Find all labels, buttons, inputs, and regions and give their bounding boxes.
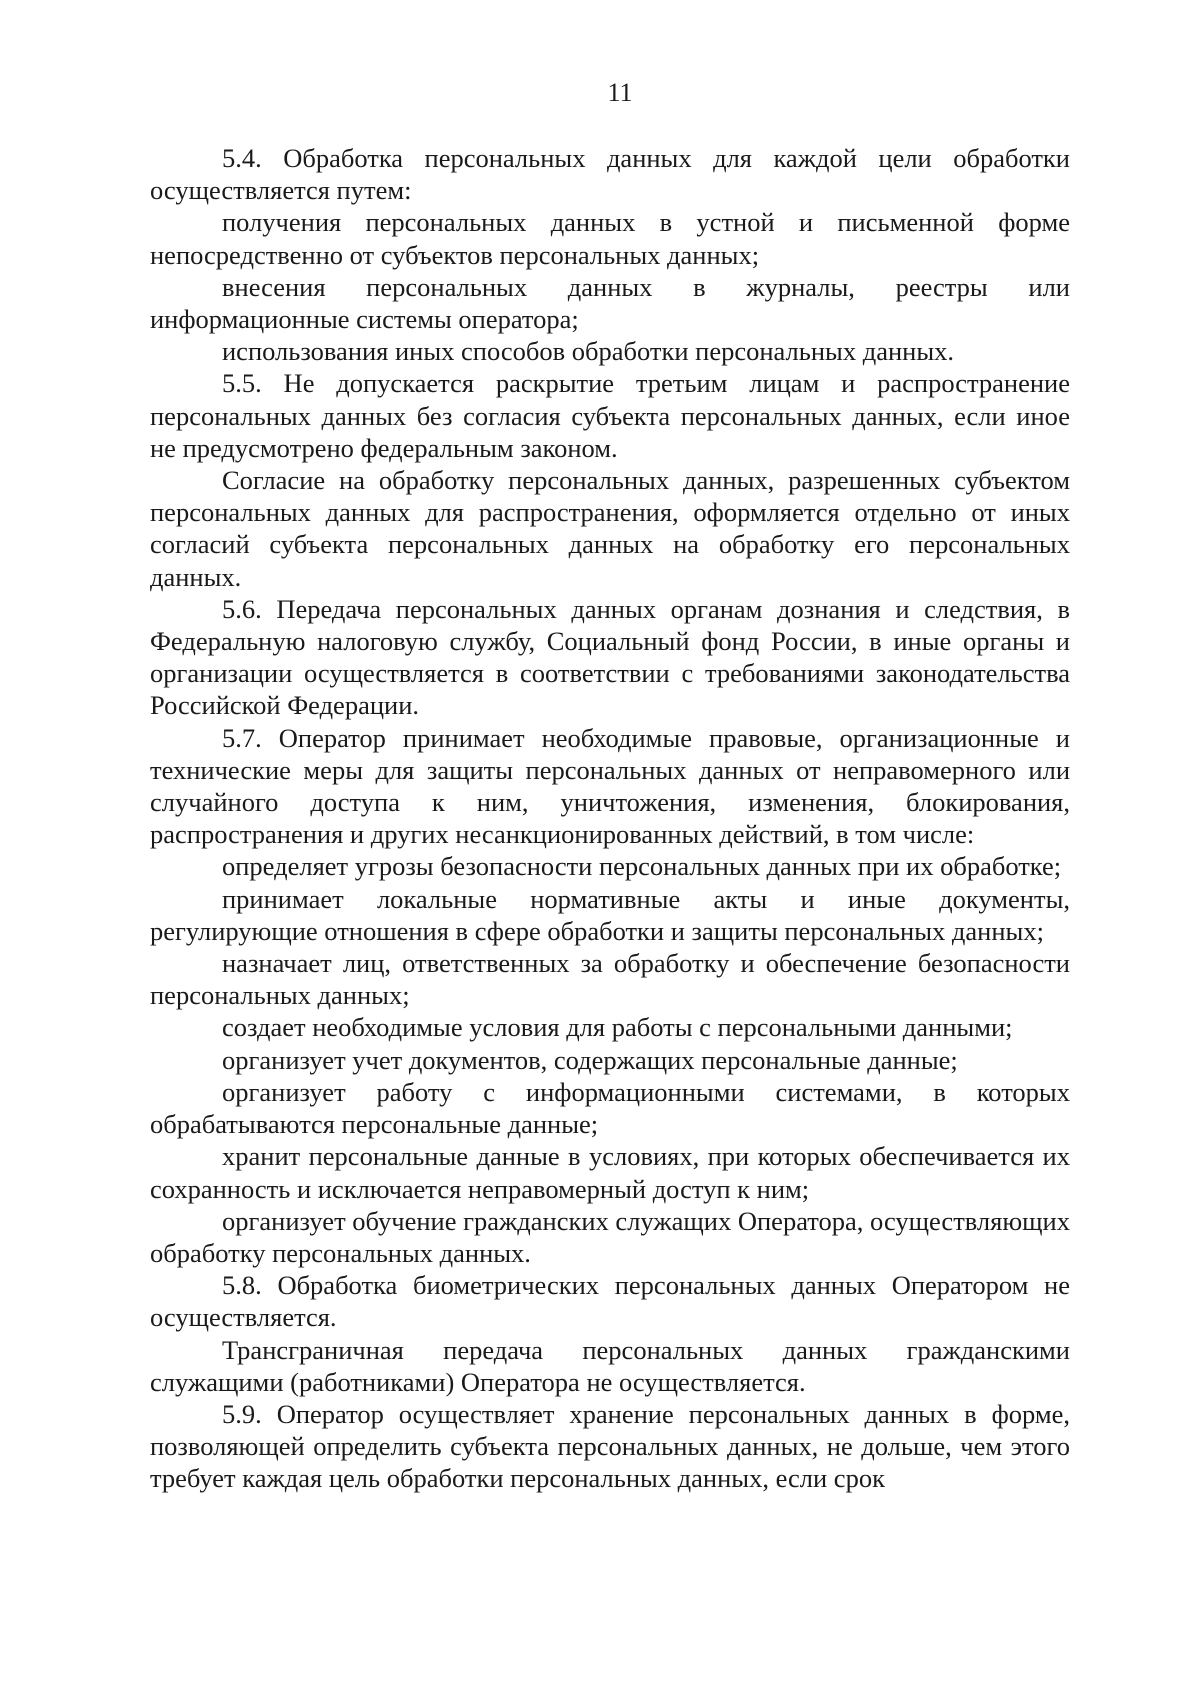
- paragraph-5-8: 5.8. Обработка биометрических персональных данных Оператором не осуществляется.: [150, 1270, 1070, 1333]
- paragraph-list-item: организует работу с информационными системами, в которых обрабатываются персональные данные;: [150, 1076, 1070, 1140]
- paragraph-list-item: принимает локальные нормативные акты и иные документы, регулирующие отношения в сфере обработки и защиты персональных данных;: [150, 883, 1070, 946]
- paragraph-consent: Согласие на обработку персональных данных, разрешенных субъектом персональных данных для распространения, оформляется отдельно от иных согласий субъекта персональных данных на обработку его персональных данных.: [150, 465, 1070, 592]
- paragraph-5-6: 5.6. Передача персональных данных органам дознания и следствия, в Федеральную налоговую службу, Социальный фонд России, в иные органы и организации осуществляется в соответствии с требованиями законодательства Российской Федерации.: [150, 593, 1070, 721]
- paragraph-5-7: 5.7. Оператор принимает необходимые правовые, организационные и технические меры для защиты персональных данных от неправомерного или случайного доступа к ним, уничтожения, изменения, блокирования, распространения и других несанкционированных действий, в том числе:: [150, 722, 1070, 850]
- paragraph-list-item: создает необходимые условия для работы с персональными данными;: [222, 1012, 1013, 1043]
- page-number: 11: [607, 78, 633, 107]
- paragraph-list-item: назначает лиц, ответственных за обработку и обеспечение безопасности персональных данных;: [150, 948, 1070, 1011]
- paragraph-list-item: определяет угрозы безопасности персональных данных при их обработке;: [222, 851, 1062, 882]
- paragraph-list-item: использования иных способов обработки персональных данных.: [222, 336, 955, 367]
- document-body: [150, 142, 1070, 1495]
- paragraph-list-item: хранит персональные данные в условиях, при которых обеспечивается их сохранность и исключается неправомерный доступ к ним;: [150, 1141, 1070, 1204]
- paragraph-list-item: организует обучение гражданских служащих Оператора, осуществляющих обработку персональных данных.: [150, 1205, 1070, 1268]
- paragraph-5-4: 5.4. Обработка персональных данных для каждой цели обработки осуществляется путем:: [150, 143, 1070, 206]
- paragraph-cross-border: Трансграничная передача персональных данных гражданскими служащими (работниками) Оператора не осуществляется.: [150, 1334, 1070, 1397]
- paragraph-5-5: 5.5. Не допускается раскрытие третьим лицам и распространение персональных данных без согласия субъекта персональных данных, если иное не предусмотрено федеральным законом.: [150, 368, 1070, 463]
- paragraph-list-item: получения персональных данных в устной и письменной форме непосредственно от субъектов персональных данных;: [150, 207, 1070, 270]
- paragraph-5-9: 5.9. Оператор осуществляет хранение персональных данных в форме, позволяющей определить субъекта персональных данных, не дольше, чем этого требует каждая цель обработки персональных данных, если срок: [150, 1398, 1070, 1494]
- paragraph-list-item: внесения персональных данных в журналы, реестры или информационные системы оператора;: [150, 271, 1070, 335]
- paragraph-list-item: организует учет документов, содержащих персональные данные;: [222, 1044, 958, 1075]
